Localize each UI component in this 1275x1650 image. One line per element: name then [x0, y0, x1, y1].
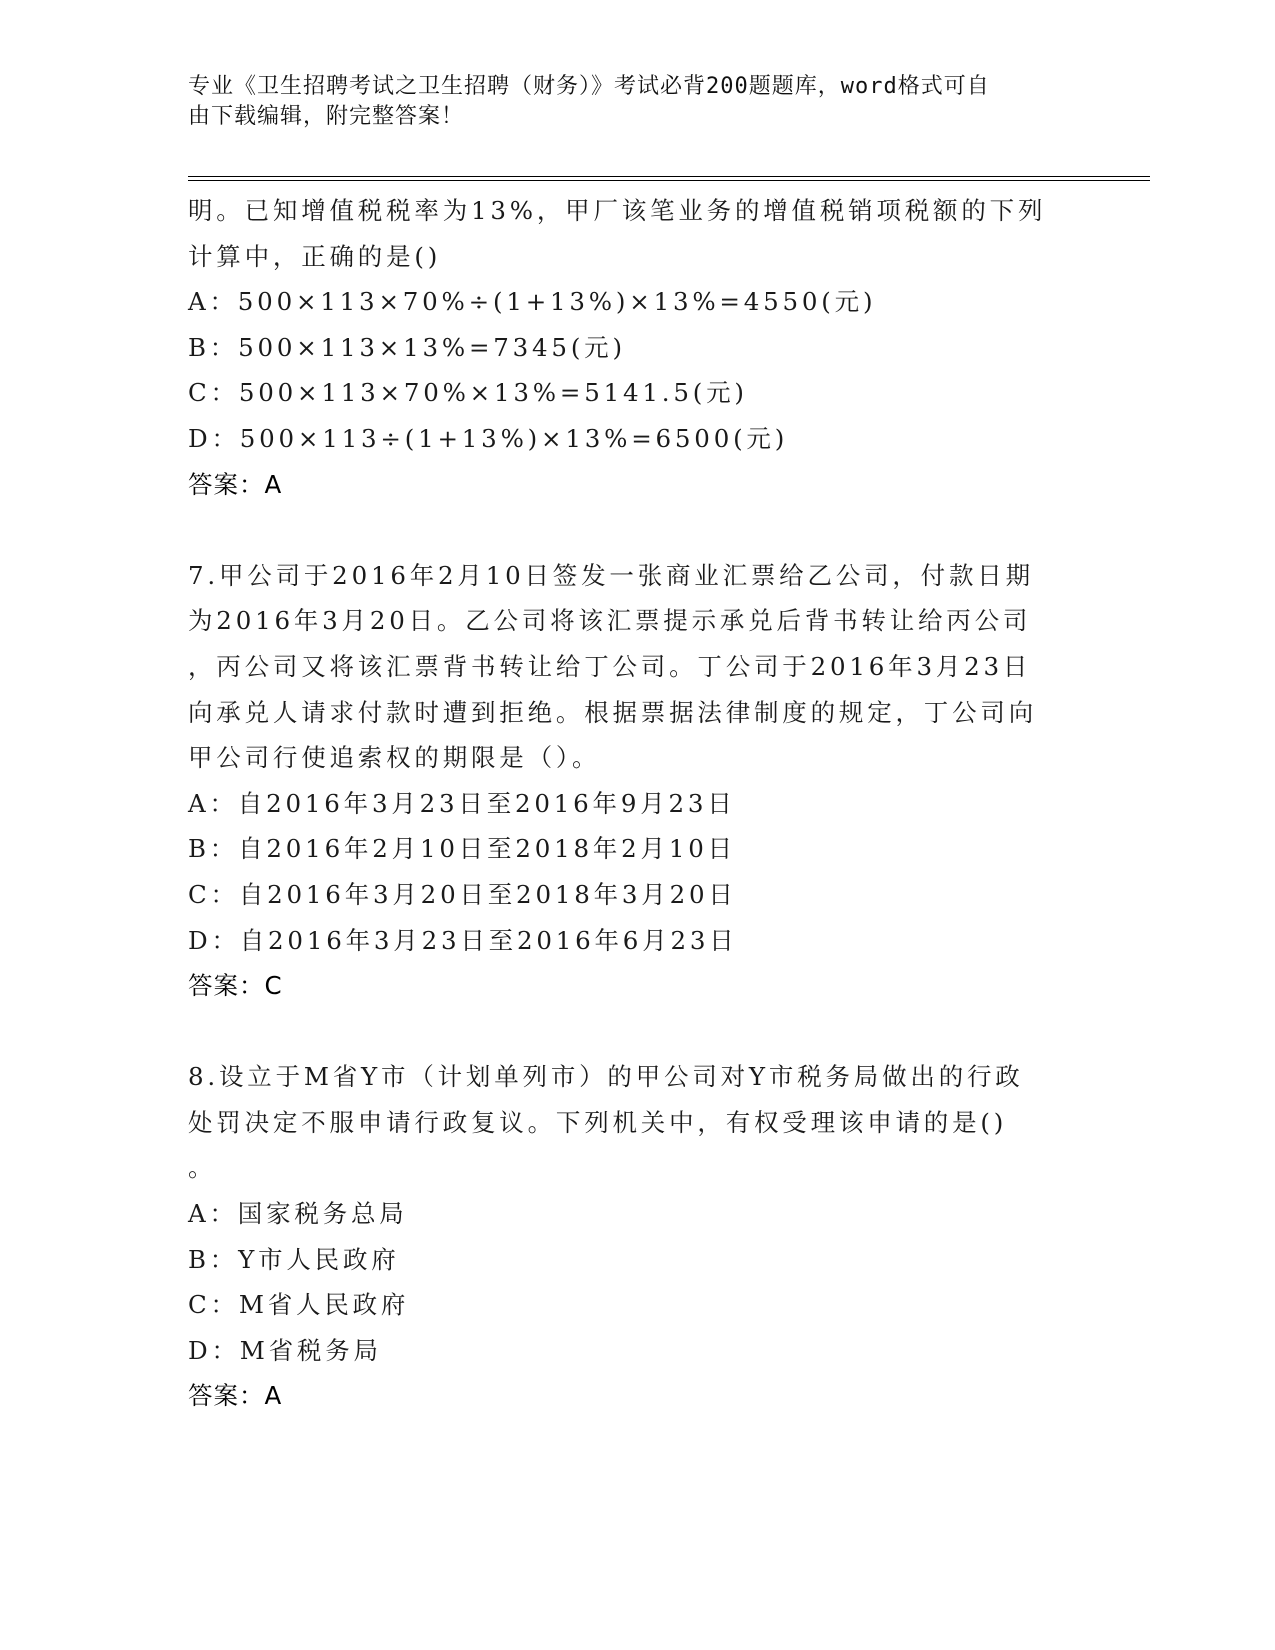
document-body — [188, 188, 1068, 1419]
answer-label: 答案：C — [188, 971, 283, 1001]
answer-label: 答案：A — [188, 1381, 283, 1411]
page-header — [188, 72, 1068, 132]
question-6 — [188, 188, 1068, 507]
question-text-line: 8.设立于M省Y市（计划单列市）的甲公司对Y市税务局做出的行政 — [188, 1062, 1024, 1092]
question-text-line: 明。已知增值税税率为13%，甲厂该笔业务的增值税销项税额的下列 — [188, 196, 1047, 225]
spacer — [188, 507, 1068, 553]
question-text-line: 处罚决定不服申请行政复议。下列机关中，有权受理该申请的是() — [188, 1107, 1008, 1137]
question-text-line: ，丙公司又将该汇票背书转让给丁公司。丁公司于2016年3月23日 — [188, 651, 1032, 681]
question-8 — [188, 1054, 1068, 1419]
option-c: C：M省人民政府 — [188, 1290, 410, 1320]
option-a: A：国家税务总局 — [188, 1199, 408, 1229]
option-c: C：自2016年3月20日至2018年3月20日 — [188, 879, 737, 909]
spacer — [188, 1009, 1068, 1055]
answer-label: 答案：A — [188, 469, 283, 499]
header-divider — [188, 176, 1150, 181]
option-a: A：自2016年3月23日至2016年9月23日 — [188, 788, 736, 818]
option-d: D：M省税务局 — [188, 1335, 382, 1365]
header-title-line-2: 由下载编辑，附完整答案！ — [188, 104, 465, 129]
question-text-line: 为2016年3月20日。乙公司将该汇票提示承兑后背书转让给丙公司 — [188, 606, 1032, 636]
option-d: D：自2016年3月23日至2016年6月23日 — [188, 925, 738, 955]
option-c: C：500×113×70%×13%=5141.5(元) — [188, 378, 748, 408]
header-title-line-1: 专业《卫生招聘考试之卫生招聘（财务）》考试必背200题题库，word格式可自 — [188, 74, 990, 99]
question-7 — [188, 553, 1068, 1009]
option-b: B：自2016年2月10日至2018年2月10日 — [188, 834, 736, 864]
option-a: A：500×113×70%÷(1+13%)×13%=4550(元) — [188, 287, 877, 317]
question-text-line: 计算中，正确的是() — [188, 241, 442, 271]
option-d: D：500×113÷(1+13%)×13%=6500(元) — [188, 423, 789, 453]
question-text-line: 向承兑人请求付款时遭到拒绝。根据票据法律制度的规定，丁公司向 — [188, 697, 1037, 727]
option-b: B：Y市人民政府 — [188, 1244, 400, 1274]
question-text-line: 甲公司行使追索权的期限是（）。 — [188, 743, 601, 773]
question-text-line: 。 — [188, 1153, 217, 1183]
question-text-line: 7.甲公司于2016年2月10日签发一张商业汇票给乙公司，付款日期 — [188, 560, 1034, 590]
option-b: B：500×113×13%=7345(元) — [188, 332, 626, 362]
